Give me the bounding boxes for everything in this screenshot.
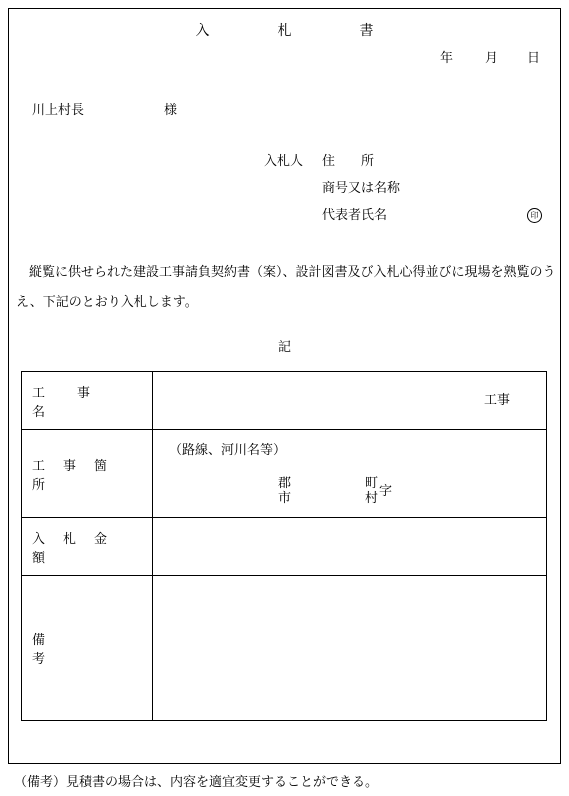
row-bid-amount	[22, 518, 547, 576]
bid-table	[21, 371, 547, 721]
seal-mark: 印	[527, 208, 542, 223]
title-char-2: 札	[277, 23, 292, 39]
location-note: （路線、河川名等）	[169, 443, 287, 458]
row-project-location	[22, 430, 547, 518]
project-name-field[interactable]	[153, 372, 547, 430]
label-project-location	[22, 455, 152, 493]
date-year: 年	[440, 51, 454, 66]
location-mura: 村	[365, 491, 379, 506]
location-machi: 町	[365, 476, 379, 491]
remarks-field[interactable]	[153, 576, 547, 721]
document-title	[0, 24, 569, 38]
bid-amount-field[interactable]	[153, 518, 547, 576]
label-bid-amount	[22, 528, 152, 566]
bidder-address-label: 住 所	[322, 154, 375, 169]
location-gun: 郡	[278, 476, 292, 491]
location-shi: 市	[278, 491, 292, 506]
project-suffix: 工事	[483, 393, 510, 408]
label-project-location-text: 工事箇所	[32, 458, 126, 493]
bidder-representative-label: 代表者氏名	[322, 208, 388, 223]
addressee-name: 川上村長	[32, 103, 85, 118]
date-day: 日	[527, 51, 541, 66]
body-text: 縦覧に供せられた建設工事請負契約書（案）、設計図書及び入札心得並びに現場を熟覧のうえ、下記のとおり入札します。	[16, 265, 556, 310]
bidder-label: 入札人	[264, 154, 304, 169]
addressee-honorific: 様	[164, 103, 178, 118]
date-month: 月	[485, 51, 499, 66]
ki-heading: 記	[277, 340, 291, 355]
title-char-1: 入	[195, 23, 210, 39]
label-project-name-text: 工事名	[32, 385, 123, 420]
row-remarks	[22, 576, 547, 721]
bidder-company-label: 商号又は名称	[322, 181, 401, 196]
label-bid-amount-text: 入札金額	[32, 531, 126, 566]
label-remarks	[22, 629, 152, 667]
label-remarks-text: 備考	[32, 633, 140, 667]
title-char-3: 書	[359, 23, 374, 39]
footnote: （備考）見積書の場合は、内容を適宜変更することができる。	[14, 775, 379, 790]
row-project-name	[22, 372, 547, 430]
project-location-field[interactable]	[153, 430, 547, 518]
label-project-name	[22, 382, 152, 420]
location-aza: 字	[379, 484, 393, 499]
